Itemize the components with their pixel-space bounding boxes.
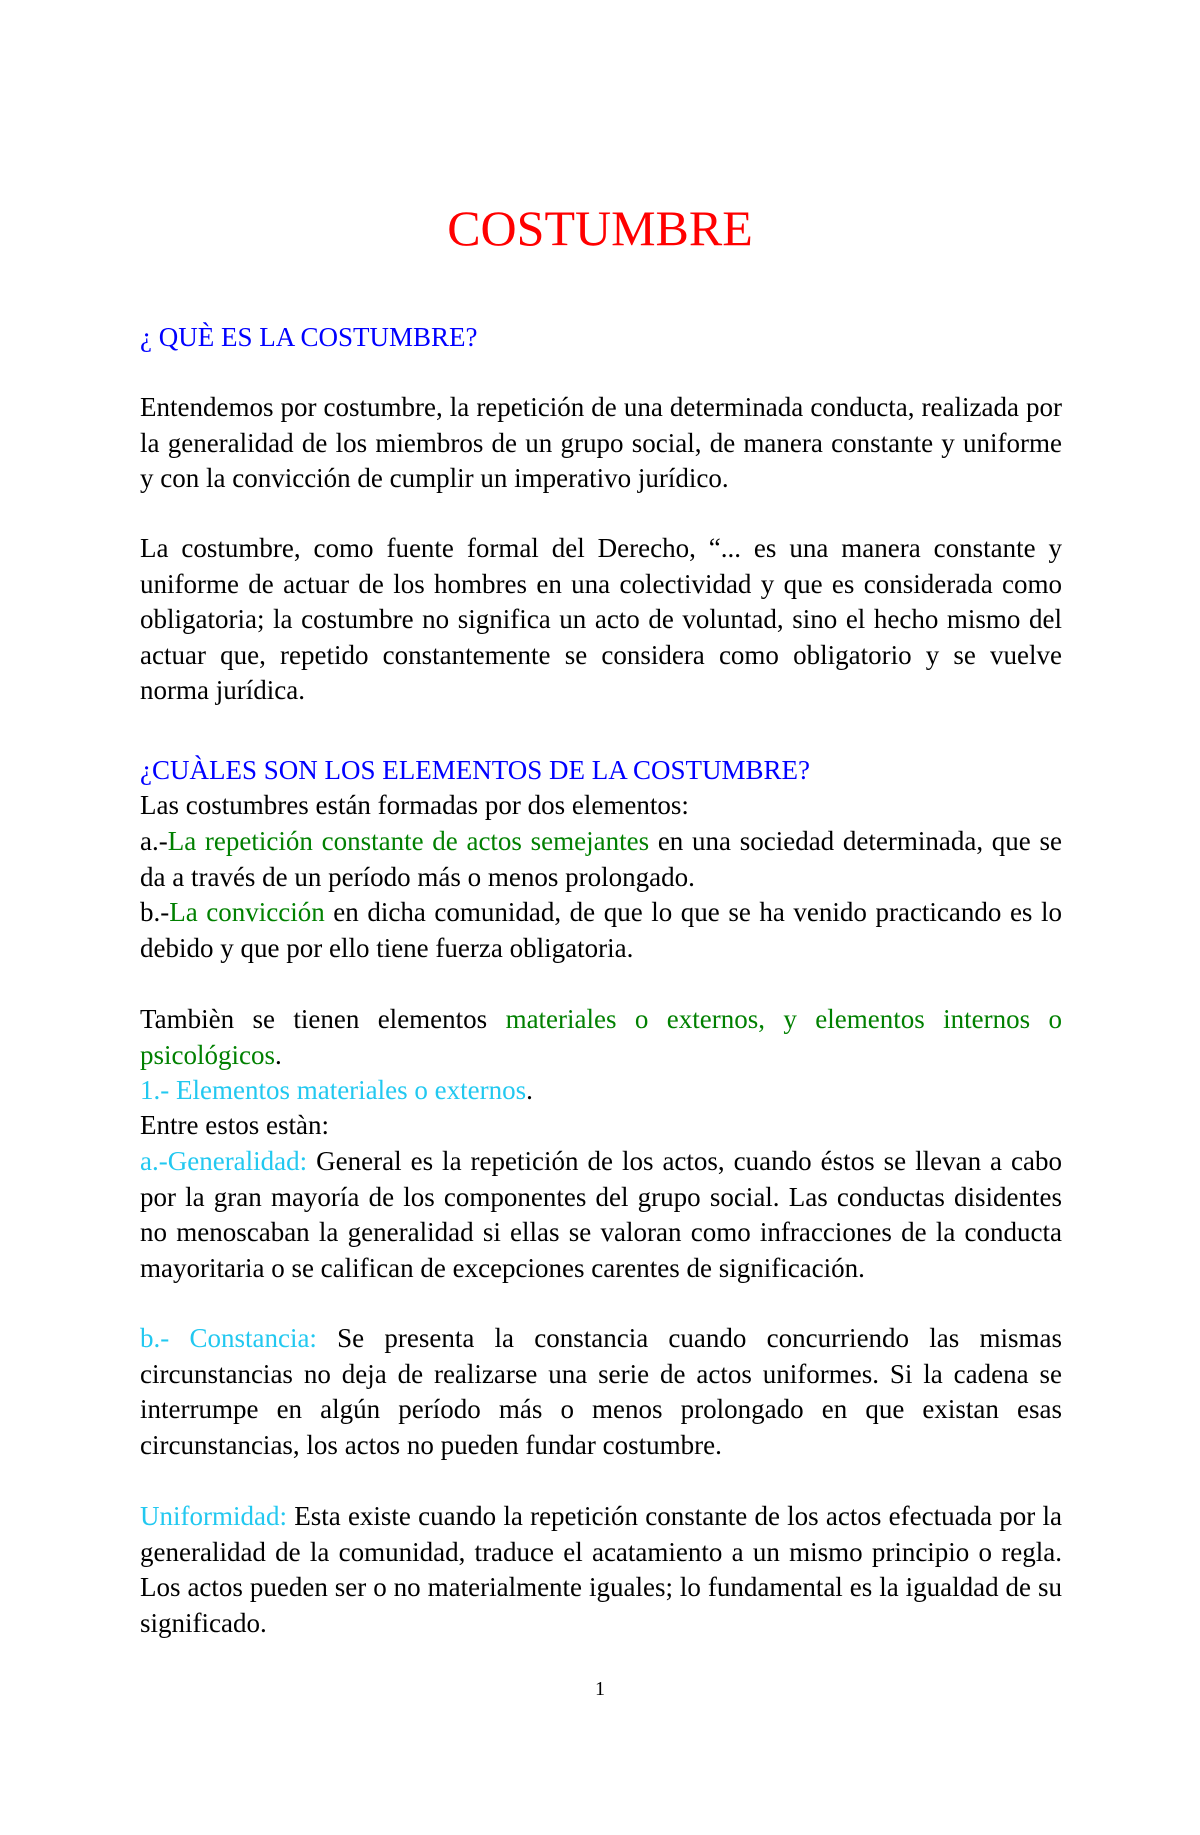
generalidad-text: General es la repetición de los actos, cuando éstos se llevan a cabo por la gran mayoría de los componentes del grupo social. Las conductas disidentes no menoscaban la generalidad si ellas se valoran como infracciones de la conducta mayoritaria o se califican de excepciones carentes de significación. bbox=[140, 1146, 1062, 1283]
constancia-label: b.- Constancia: bbox=[140, 1323, 317, 1353]
section-heading-material bbox=[140, 1073, 1062, 1109]
definition-generalidad bbox=[140, 1144, 1062, 1286]
definition-constancia bbox=[140, 1321, 1062, 1463]
question-heading-2: ¿CUÀLES SON LOS ELEMENTOS DE LA COSTUMBRE? bbox=[140, 755, 811, 785]
material-heading-end: . bbox=[526, 1075, 533, 1105]
element-a bbox=[140, 824, 1062, 895]
element-types-end: . bbox=[275, 1039, 282, 1070]
paragraph-element-types bbox=[140, 1002, 1062, 1073]
paragraph-elements-intro: Las costumbres están formadas por dos elementos: bbox=[140, 790, 689, 820]
element-b-prefix: b.- bbox=[140, 897, 170, 927]
element-b bbox=[140, 895, 1062, 966]
element-a-highlight: La repetición constante de actos semejantes bbox=[167, 826, 650, 856]
question-heading-1: ¿ QUÈ ES LA COSTUMBRE? bbox=[140, 322, 478, 352]
page-number: 1 bbox=[595, 1678, 605, 1700]
element-types-start: Tambièn se tienen elementos bbox=[140, 1004, 506, 1034]
element-b-text: en dicha comunidad, de que lo que se ha venido practicando es lo debido y que por ello tiene fuerza obligatoria. bbox=[140, 897, 1062, 963]
element-a-text: en una sociedad determinada, que se da a través de un período más o menos prolongado. bbox=[140, 826, 1062, 892]
constancia-text: Se presenta la constancia cuando concurriendo las mismas circunstancias no deja de realizarse una serie de actos uniformes. Si la cadena se interrumpe en algún período más o menos prolongado en que existan esas circunstancias, los actos no pueden fundar costumbre. bbox=[140, 1323, 1062, 1460]
page-title: COSTUMBRE bbox=[447, 200, 753, 256]
definition-uniformidad bbox=[140, 1499, 1062, 1641]
uniformidad-label: Uniformidad: bbox=[140, 1501, 287, 1531]
uniformidad-text: Esta existe cuando la repetición constante de los actos efectuada por la generalidad de la comunidad, traduce el acatamiento a un mismo principio o regla. Los actos pueden ser o no materialmente iguales; lo fundamental es la igualdad de su significado. bbox=[140, 1501, 1062, 1638]
element-a-prefix: a.- bbox=[140, 826, 168, 856]
paragraph-definition: Entendemos por costumbre, la repetición de una determinada conducta, realizada por la generalidad de los miembros de un grupo social, de manera constante y uniforme y con la convicción de cumplir un imperativo jurídico. bbox=[140, 392, 1062, 493]
material-heading-text: 1.- Elementos materiales o externos bbox=[140, 1075, 527, 1105]
element-b-highlight: La convicción bbox=[169, 897, 325, 927]
paragraph-list-intro: Entre estos estàn: bbox=[140, 1110, 329, 1140]
paragraph-legal-source: La costumbre, como fuente formal del Derecho, “... es una manera constante y uniforme de actuar de los hombres en una colectividad y que es considerada como obligatoria; la costumbre no significa un acto de voluntad, sino el hecho mismo del actuar que, repetido constantemente se considera como obligatorio y se vuelve norma jurídica. bbox=[140, 533, 1062, 705]
element-types-highlight: materiales o externos, y elementos internos o psicológicos bbox=[140, 1004, 1062, 1070]
generalidad-label: a.-Generalidad: bbox=[140, 1146, 308, 1176]
